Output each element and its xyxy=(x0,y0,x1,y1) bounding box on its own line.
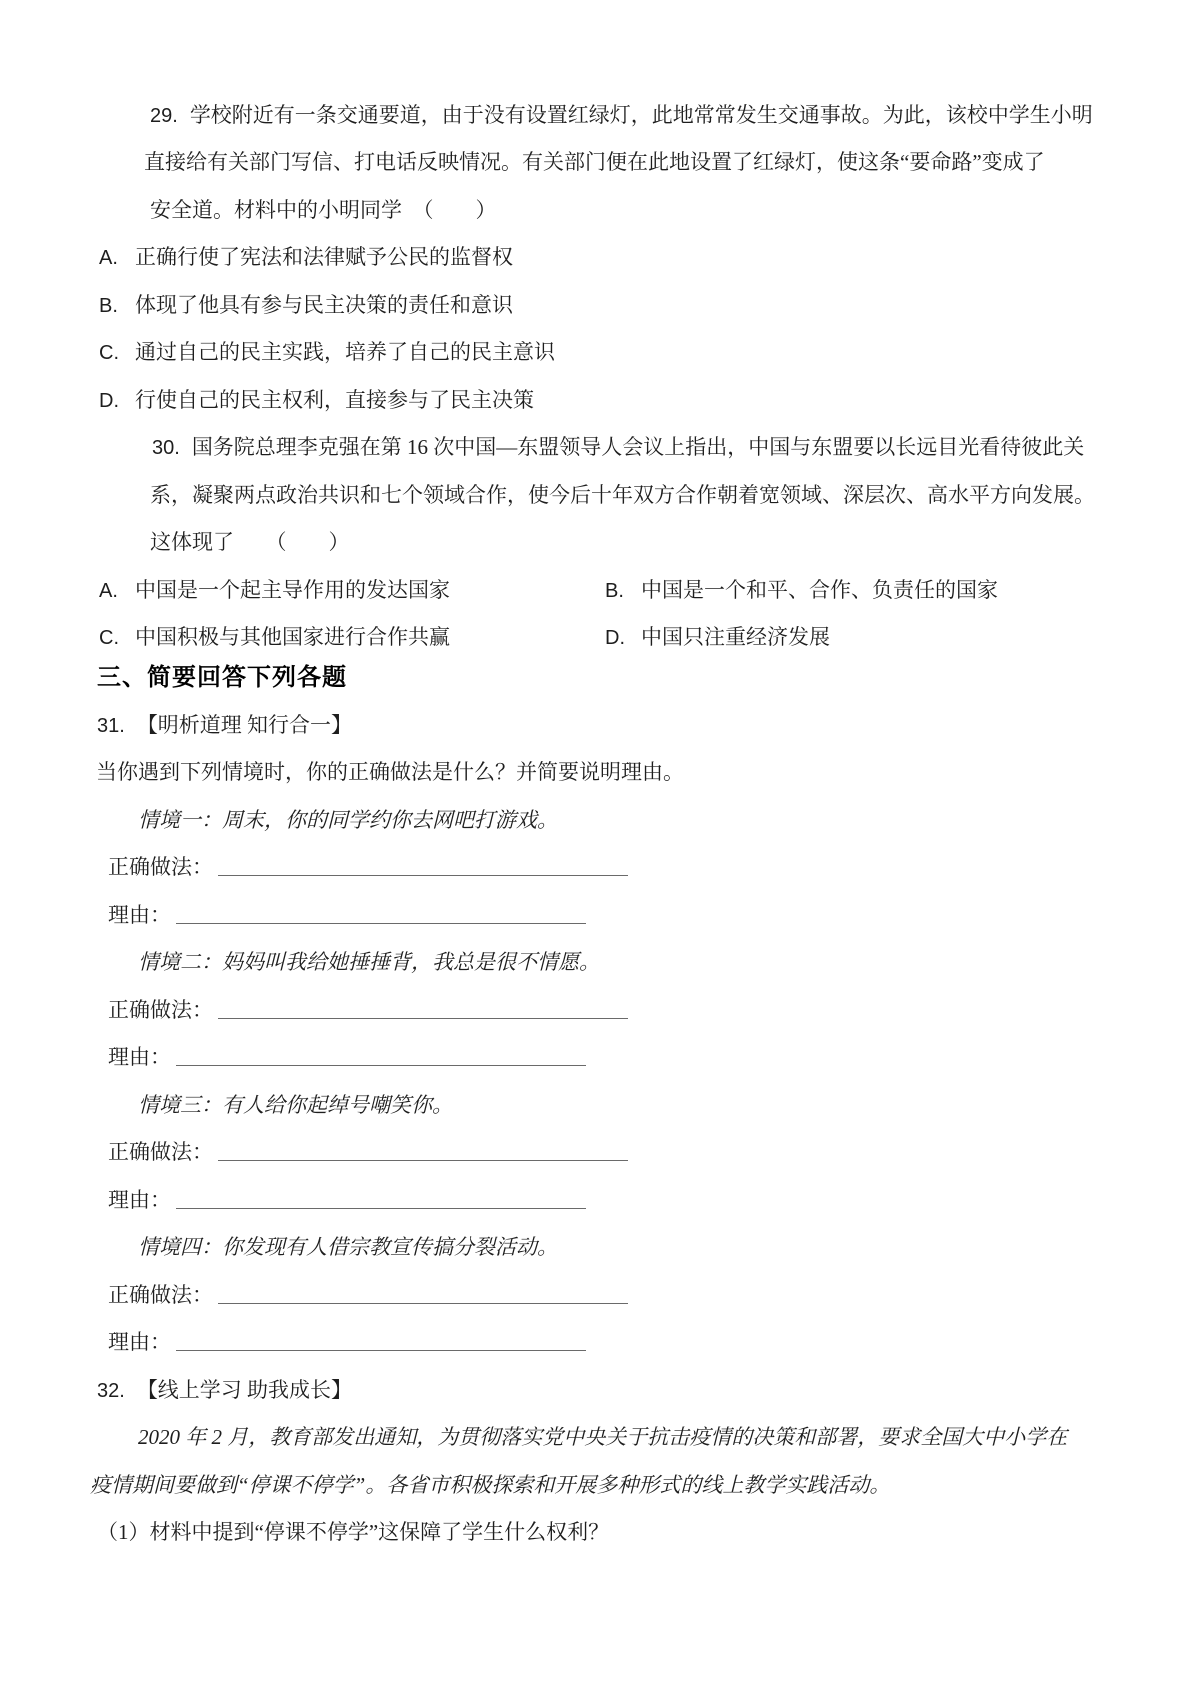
answer-label-3: 正确做法： xyxy=(108,1140,213,1164)
reason-row-3 xyxy=(108,1176,586,1224)
reason-label-4: 理由： xyxy=(108,1330,171,1354)
answer-blank-2 xyxy=(218,1018,628,1019)
answer-label-4: 正确做法： xyxy=(108,1283,213,1307)
question-29-line-3 xyxy=(150,186,497,234)
question-29-text-3: 安全道。材料中的小明同学 （ ） xyxy=(150,198,497,222)
question-29-option-c: C. 通过自己的民主实践，培养了自己的民主意识 xyxy=(99,340,555,364)
reason-blank-1 xyxy=(176,923,586,924)
reason-row-4 xyxy=(108,1318,586,1366)
answer-blank-4 xyxy=(218,1303,628,1304)
question-30-line-2 xyxy=(150,471,1095,519)
reason-row-1 xyxy=(108,891,586,939)
reason-blank-3 xyxy=(176,1208,586,1209)
question-32-para-line-2: 疫情期间要做到“停课不停学”。各省市积极探索和开展多种形式的线上教学实践活动。 xyxy=(90,1473,891,1497)
question-32-sub-question-1: （1）材料中提到“停课不停学”这保障了学生什么权利？ xyxy=(97,1520,610,1544)
question-32-number: 32. xyxy=(97,1380,125,1402)
answer-blank-3 xyxy=(218,1160,628,1161)
answer-row-1 xyxy=(108,843,628,891)
question-32-title-line xyxy=(97,1366,352,1414)
question-30-number: 30. xyxy=(152,437,180,459)
question-31-title-line xyxy=(97,701,352,749)
answer-row-2 xyxy=(108,986,628,1034)
answer-label-1: 正确做法： xyxy=(108,855,213,879)
answer-blank-1 xyxy=(218,875,628,876)
question-30-option-b: B. 中国是一个和平、合作、负责任的国家 xyxy=(605,578,998,602)
question-29-line-2 xyxy=(144,138,1045,186)
answer-row-3 xyxy=(108,1128,628,1176)
reason-label-1: 理由： xyxy=(108,903,171,927)
scenario-1: 情境一：周末，你的同学约你去网吧打游戏。 xyxy=(138,808,558,832)
question-29-text-2: 直接给有关部门写信、打电话反映情况。有关部门便在此地设置了红绿灯，使这条“要命路”变成了 xyxy=(144,150,1045,174)
question-32-para-line-1: 2020 年 2 月，教育部发出通知，为贯彻落实党中央关于抗击疫情的决策和部署，要求全国大中小学在 xyxy=(138,1425,1068,1449)
question-30-text-2: 系，凝聚两点政治共识和七个领域合作，使今后十年双方合作朝着宽领域、深层次、高水平方向发展。 xyxy=(150,483,1095,507)
question-31-title: 【明析道理 知行合一】 xyxy=(136,713,353,737)
question-30-text-1: 国务院总理李克强在第 16 次中国—东盟领导人会议上指出，中国与东盟要以长远目光看待彼此关 xyxy=(191,435,1085,459)
question-31-number: 31. xyxy=(97,715,125,737)
question-30-text-3: 这体现了 （ ） xyxy=(150,530,350,554)
question-30-line-3 xyxy=(150,518,350,566)
question-30-option-c: C. 中国积极与其他国家进行合作共赢 xyxy=(99,625,450,649)
question-31-intro: 当你遇到下列情境时，你的正确做法是什么？并简要说明理由。 xyxy=(96,760,684,784)
reason-row-2 xyxy=(108,1033,586,1081)
question-29-text-1: 学校附近有一条交通要道，由于没有设置红绿灯，此地常常发生交通事故。为此，该校中学生小明 xyxy=(189,103,1093,127)
scenario-4: 情境四：你发现有人借宗教宣传搞分裂活动。 xyxy=(138,1235,558,1259)
section-3-header: 三、简要回答下列各题 xyxy=(97,664,347,691)
reason-label-3: 理由： xyxy=(108,1188,171,1212)
question-29-option-b: B. 体现了他具有参与民主决策的责任和意识 xyxy=(99,293,513,317)
question-30-line-1 xyxy=(152,423,1084,471)
question-30-option-d: D. 中国只注重经济发展 xyxy=(605,625,830,649)
reason-label-2: 理由： xyxy=(108,1045,171,1069)
question-29-option-d: D. 行使自己的民主权利，直接参与了民主决策 xyxy=(99,388,534,412)
scenario-3: 情境三：有人给你起绰号嘲笑你。 xyxy=(138,1093,453,1117)
question-32-title: 【线上学习 助我成长】 xyxy=(136,1378,353,1402)
answer-row-4 xyxy=(108,1271,628,1319)
reason-blank-4 xyxy=(176,1350,586,1351)
question-29-option-a: A. 正确行使了宪法和法律赋予公民的监督权 xyxy=(99,245,513,269)
question-29-number: 29. xyxy=(150,105,178,127)
question-30-option-a: A. 中国是一个起主导作用的发达国家 xyxy=(99,578,450,602)
reason-blank-2 xyxy=(176,1065,586,1066)
scenario-2: 情境二：妈妈叫我给她捶捶背，我总是很不情愿。 xyxy=(138,950,600,974)
answer-label-2: 正确做法： xyxy=(108,998,213,1022)
question-30-options-ab xyxy=(99,566,998,614)
question-29-line-1 xyxy=(150,91,1093,139)
